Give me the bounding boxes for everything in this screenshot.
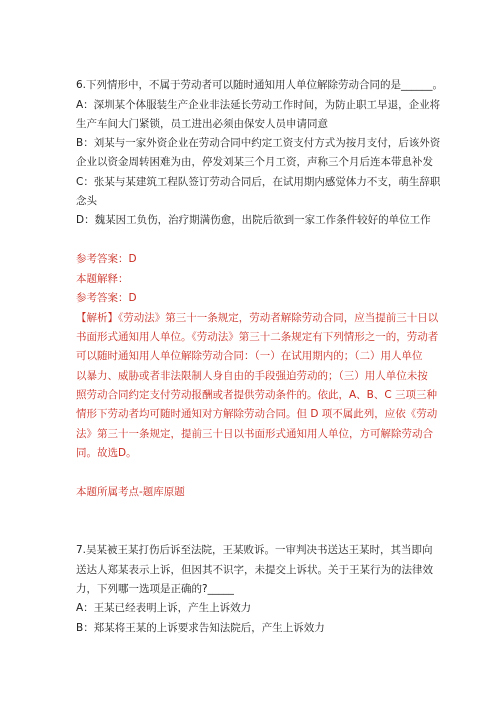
- explanation-label: 本题解释：: [76, 273, 129, 285]
- question-7-option-a: A：王某已经表明上诉，产生上诉效力: [76, 602, 252, 614]
- reference-answer: 参考答案：D: [76, 253, 137, 265]
- analysis-line-1: 【解析】《劳动法》第三十一条规定，劳动者解除劳动合同，应当提前三十日以: [76, 312, 439, 324]
- question-7-stem-line-2: 送达人郑某表示上诉，但因其不识字，未提交上诉状。关于王某行为的法律效: [76, 564, 433, 576]
- question-7-stem-line-1: 7.吴某被王某打伤后诉至法院，王某败诉。一审判决书送达王某时，其当即向: [76, 544, 433, 556]
- question-6-option-a-line-2: 生产车间大门紧锁，员工进出必须由保安人员申请同意: [76, 118, 328, 130]
- question-6-option-c-line-1: C：张某与某建筑工程队签订劳动合同后，在试用期内感觉体力不支，萌生辞职: [76, 176, 441, 188]
- question-6-option-d: D：魏某因工负伤，治疗期满伤愈，出院后欲到一家工作条件较好的单位工作: [76, 214, 431, 226]
- question-6-stem: 6.下列情形中，不属于劳动者可以随时通知用人单位解除劳动合同的是______。: [76, 79, 444, 91]
- question-7-option-b: B：郑某将王某的上诉要求告知法院后，产生上诉效力: [76, 622, 325, 634]
- analysis-line-3: 可以随时通知用人单位解除劳动合同：（一）在试用期内的；（二）用人单位: [76, 350, 423, 362]
- analysis-line-8: 同。故选D。: [76, 447, 137, 459]
- question-6-option-c-line-2: 念头: [76, 195, 97, 207]
- analysis-line-2: 书面形式通知用人单位。《劳动法》第三十二条规定有下列情形之一的，劳动者: [76, 331, 439, 343]
- analysis-line-6: 情形下劳动者均可随时通知对方解除劳动合同。但 D 项不属此列，应依《劳动: [76, 408, 438, 420]
- analysis-line-4: 以暴力、威胁或者非法限制人身自由的手段强迫劳动的；（三）用人单位未按: [76, 370, 428, 382]
- analysis-line-5: 照劳动合同约定支付劳动报酬或者提供劳动条件的。依此，A、B、C 三项三种: [76, 389, 438, 401]
- analysis-line-7: 法》第三十一条规定，提前三十日以书面形式通知用人单位，方可解除劳动合: [76, 428, 433, 440]
- question-6-option-a-line-1: A：深圳某个体服装生产企业非法延长劳动工作时间，为防止职工早退，企业将: [76, 99, 441, 111]
- question-6-option-b-line-2: 企业以资金周转困难为由，停发刘某三个月工资，声称三个月后连本带息补发: [76, 156, 433, 168]
- question-7-stem-line-3: 力，下列哪一选项是正确的?_____: [76, 583, 234, 595]
- question-6-option-b-line-1: B：刘某与一家外资企业在劳动合同中约定工资支付方式为按月支付，后该外资: [76, 137, 441, 149]
- exam-point: 本题所属考点-题库原题: [76, 486, 185, 498]
- reference-answer-repeat: 参考答案：D: [76, 292, 137, 304]
